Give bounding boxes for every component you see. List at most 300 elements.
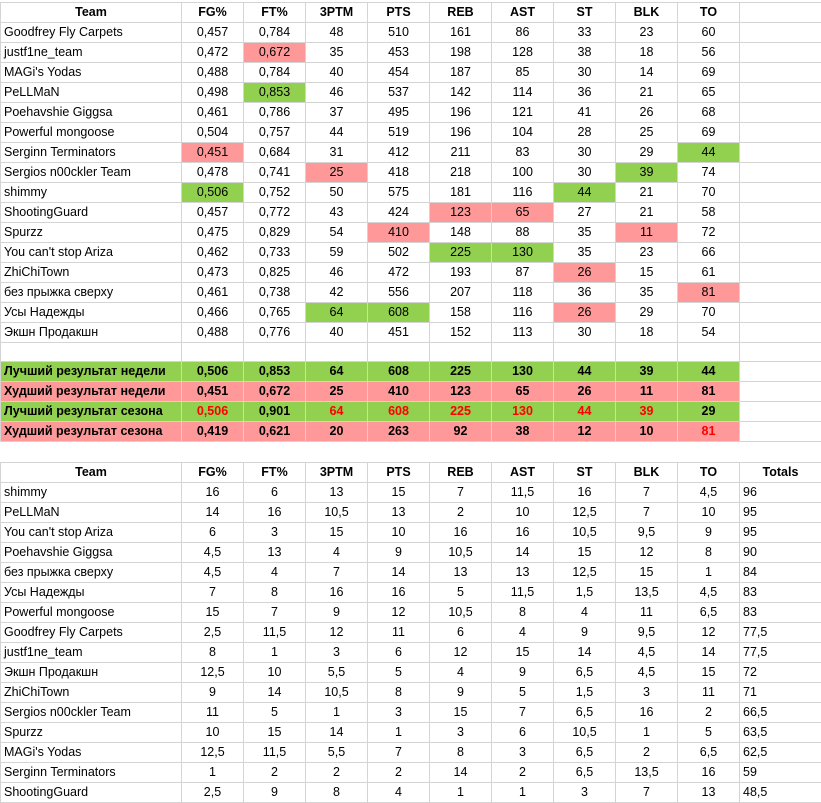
stat-cell[interactable]: 453 bbox=[368, 43, 430, 63]
stat-cell[interactable]: 0,498 bbox=[182, 83, 244, 103]
empty-cell[interactable] bbox=[740, 382, 821, 402]
team-name-cell[interactable]: Усы Надежды bbox=[1, 583, 182, 603]
empty-cell[interactable] bbox=[740, 163, 821, 183]
stat-cell[interactable]: 61 bbox=[678, 263, 740, 283]
stat-cell[interactable]: 69 bbox=[678, 63, 740, 83]
rank-cell[interactable]: 13 bbox=[678, 783, 740, 803]
rank-cell[interactable]: 7 bbox=[616, 503, 678, 523]
stat-cell[interactable]: 36 bbox=[554, 283, 616, 303]
rank-cell[interactable]: 16 bbox=[306, 583, 368, 603]
summary-value-cell[interactable]: 38 bbox=[492, 422, 554, 442]
rank-cell[interactable]: 16 bbox=[368, 583, 430, 603]
rank-cell[interactable]: 4 bbox=[368, 783, 430, 803]
team-name-cell[interactable]: ZhiChiTown bbox=[1, 683, 182, 703]
totals-cell[interactable]: 59 bbox=[740, 763, 821, 783]
stat-cell[interactable]: 502 bbox=[368, 243, 430, 263]
rank-cell[interactable]: 7 bbox=[244, 603, 306, 623]
team-name-cell[interactable]: ShootingGuard bbox=[1, 203, 182, 223]
rank-cell[interactable]: 6,5 bbox=[678, 743, 740, 763]
team-name-cell[interactable]: MAGi's Yodas bbox=[1, 63, 182, 83]
rank-cell[interactable]: 8 bbox=[182, 643, 244, 663]
stat-cell[interactable]: 207 bbox=[430, 283, 492, 303]
rank-cell[interactable]: 1 bbox=[492, 783, 554, 803]
stat-cell[interactable]: 113 bbox=[492, 323, 554, 343]
summary-value-cell[interactable]: 39 bbox=[616, 402, 678, 422]
rank-cell[interactable]: 14 bbox=[244, 683, 306, 703]
stat-cell[interactable]: 118 bbox=[492, 283, 554, 303]
rank-cell[interactable]: 1,5 bbox=[554, 583, 616, 603]
team-name-cell[interactable]: Poehavshie Giggsa bbox=[1, 103, 182, 123]
stat-cell[interactable]: 37 bbox=[306, 103, 368, 123]
team-name-cell[interactable]: MAGi's Yodas bbox=[1, 743, 182, 763]
stat-cell[interactable]: 48 bbox=[306, 23, 368, 43]
stat-cell[interactable]: 27 bbox=[554, 203, 616, 223]
empty-cell[interactable] bbox=[740, 103, 821, 123]
stat-cell[interactable]: 72 bbox=[678, 223, 740, 243]
summary-value-cell[interactable]: 12 bbox=[554, 422, 616, 442]
stat-cell[interactable]: 424 bbox=[368, 203, 430, 223]
summary-value-cell[interactable]: 263 bbox=[368, 422, 430, 442]
column-header[interactable]: BLK bbox=[616, 463, 678, 483]
rank-cell[interactable]: 14 bbox=[678, 643, 740, 663]
empty-cell[interactable] bbox=[740, 343, 821, 362]
team-name-cell[interactable]: PeLLMaN bbox=[1, 83, 182, 103]
empty-cell[interactable] bbox=[244, 343, 306, 362]
summary-label-cell[interactable]: Лучший результат недели bbox=[1, 362, 182, 382]
stat-cell[interactable]: 44 bbox=[554, 183, 616, 203]
stat-cell[interactable]: 86 bbox=[492, 23, 554, 43]
stat-cell[interactable]: 0,506 bbox=[182, 183, 244, 203]
empty-cell[interactable] bbox=[740, 223, 821, 243]
stat-cell[interactable]: 15 bbox=[616, 263, 678, 283]
rank-cell[interactable]: 3 bbox=[368, 703, 430, 723]
stat-cell[interactable]: 0,473 bbox=[182, 263, 244, 283]
stat-cell[interactable]: 21 bbox=[616, 183, 678, 203]
summary-value-cell[interactable]: 0,451 bbox=[182, 382, 244, 402]
stat-cell[interactable]: 60 bbox=[678, 23, 740, 43]
stat-cell[interactable]: 225 bbox=[430, 243, 492, 263]
empty-cell[interactable] bbox=[740, 43, 821, 63]
rank-cell[interactable]: 12 bbox=[430, 643, 492, 663]
summary-value-cell[interactable]: 44 bbox=[678, 362, 740, 382]
stat-cell[interactable]: 0,475 bbox=[182, 223, 244, 243]
rank-cell[interactable]: 15 bbox=[554, 543, 616, 563]
stat-cell[interactable]: 0,772 bbox=[244, 203, 306, 223]
summary-value-cell[interactable]: 0,853 bbox=[244, 362, 306, 382]
rank-cell[interactable]: 13 bbox=[368, 503, 430, 523]
stat-cell[interactable]: 25 bbox=[306, 163, 368, 183]
rank-cell[interactable]: 10 bbox=[492, 503, 554, 523]
stat-cell[interactable]: 608 bbox=[368, 303, 430, 323]
empty-cell[interactable] bbox=[740, 63, 821, 83]
stat-cell[interactable]: 0,741 bbox=[244, 163, 306, 183]
team-name-cell[interactable]: PeLLMaN bbox=[1, 503, 182, 523]
column-header[interactable]: Team bbox=[1, 3, 182, 23]
rank-cell[interactable]: 16 bbox=[430, 523, 492, 543]
rank-cell[interactable]: 15 bbox=[678, 663, 740, 683]
stat-cell[interactable]: 50 bbox=[306, 183, 368, 203]
team-name-cell[interactable]: You can't stop Ariza bbox=[1, 243, 182, 263]
rank-cell[interactable]: 11 bbox=[616, 603, 678, 623]
stat-cell[interactable]: 0,752 bbox=[244, 183, 306, 203]
stat-cell[interactable]: 26 bbox=[554, 303, 616, 323]
stat-cell[interactable]: 142 bbox=[430, 83, 492, 103]
column-header[interactable]: Team bbox=[1, 463, 182, 483]
rank-cell[interactable]: 8 bbox=[678, 543, 740, 563]
rank-cell[interactable]: 14 bbox=[306, 723, 368, 743]
stat-cell[interactable]: 0,684 bbox=[244, 143, 306, 163]
stat-cell[interactable]: 46 bbox=[306, 263, 368, 283]
stat-cell[interactable]: 0,461 bbox=[182, 103, 244, 123]
empty-cell[interactable] bbox=[740, 123, 821, 143]
stat-cell[interactable]: 0,738 bbox=[244, 283, 306, 303]
rank-cell[interactable]: 13,5 bbox=[616, 763, 678, 783]
rank-cell[interactable]: 11 bbox=[182, 703, 244, 723]
rank-cell[interactable]: 16 bbox=[244, 503, 306, 523]
stat-cell[interactable]: 0,757 bbox=[244, 123, 306, 143]
team-name-cell[interactable]: Экшн Продакшн bbox=[1, 323, 182, 343]
column-header[interactable]: PTS bbox=[368, 463, 430, 483]
summary-value-cell[interactable]: 29 bbox=[678, 402, 740, 422]
stat-cell[interactable]: 18 bbox=[616, 43, 678, 63]
empty-cell[interactable] bbox=[740, 263, 821, 283]
summary-value-cell[interactable]: 0,621 bbox=[244, 422, 306, 442]
rank-cell[interactable]: 11 bbox=[678, 683, 740, 703]
rank-cell[interactable]: 8 bbox=[492, 603, 554, 623]
stat-cell[interactable]: 410 bbox=[368, 223, 430, 243]
rank-cell[interactable]: 6 bbox=[368, 643, 430, 663]
empty-cell[interactable] bbox=[430, 343, 492, 362]
rank-cell[interactable]: 1 bbox=[306, 703, 368, 723]
rank-cell[interactable]: 16 bbox=[182, 483, 244, 503]
stat-cell[interactable]: 70 bbox=[678, 183, 740, 203]
stat-cell[interactable]: 519 bbox=[368, 123, 430, 143]
stat-cell[interactable]: 575 bbox=[368, 183, 430, 203]
summary-label-cell[interactable]: Худший результат недели bbox=[1, 382, 182, 402]
stat-cell[interactable]: 23 bbox=[616, 243, 678, 263]
stat-cell[interactable]: 74 bbox=[678, 163, 740, 183]
stat-cell[interactable]: 211 bbox=[430, 143, 492, 163]
team-name-cell[interactable]: Sergios n00ckler Team bbox=[1, 163, 182, 183]
stat-cell[interactable]: 81 bbox=[678, 283, 740, 303]
column-header[interactable]: ST bbox=[554, 463, 616, 483]
empty-cell[interactable] bbox=[740, 422, 821, 442]
summary-value-cell[interactable]: 81 bbox=[678, 422, 740, 442]
rank-cell[interactable]: 1 bbox=[182, 763, 244, 783]
column-header[interactable]: AST bbox=[492, 3, 554, 23]
rank-cell[interactable]: 15 bbox=[368, 483, 430, 503]
stat-cell[interactable]: 0,784 bbox=[244, 63, 306, 83]
rank-cell[interactable]: 4,5 bbox=[616, 643, 678, 663]
totals-cell[interactable]: 95 bbox=[740, 503, 821, 523]
rank-cell[interactable]: 15 bbox=[492, 643, 554, 663]
summary-value-cell[interactable]: 64 bbox=[306, 362, 368, 382]
empty-cell[interactable] bbox=[740, 323, 821, 343]
totals-cell[interactable]: 90 bbox=[740, 543, 821, 563]
summary-value-cell[interactable]: 130 bbox=[492, 402, 554, 422]
stat-cell[interactable]: 29 bbox=[616, 143, 678, 163]
rank-cell[interactable]: 11,5 bbox=[244, 623, 306, 643]
rank-cell[interactable]: 7 bbox=[430, 483, 492, 503]
rank-cell[interactable]: 12 bbox=[678, 623, 740, 643]
stat-cell[interactable]: 104 bbox=[492, 123, 554, 143]
stat-cell[interactable]: 418 bbox=[368, 163, 430, 183]
stat-cell[interactable]: 26 bbox=[616, 103, 678, 123]
rank-cell[interactable]: 15 bbox=[306, 523, 368, 543]
rank-cell[interactable]: 4,5 bbox=[678, 583, 740, 603]
stat-cell[interactable]: 42 bbox=[306, 283, 368, 303]
rank-cell[interactable]: 10,5 bbox=[554, 723, 616, 743]
stat-cell[interactable]: 21 bbox=[616, 83, 678, 103]
rank-cell[interactable]: 12,5 bbox=[554, 503, 616, 523]
empty-cell[interactable] bbox=[740, 3, 821, 23]
rank-cell[interactable]: 10,5 bbox=[306, 683, 368, 703]
rank-cell[interactable]: 1 bbox=[430, 783, 492, 803]
summary-value-cell[interactable]: 10 bbox=[616, 422, 678, 442]
stat-cell[interactable]: 83 bbox=[492, 143, 554, 163]
rank-cell[interactable]: 9 bbox=[554, 623, 616, 643]
stat-cell[interactable]: 87 bbox=[492, 263, 554, 283]
rank-cell[interactable]: 16 bbox=[554, 483, 616, 503]
rank-cell[interactable]: 14 bbox=[430, 763, 492, 783]
summary-value-cell[interactable]: 0,506 bbox=[182, 362, 244, 382]
column-header[interactable]: 3PTM bbox=[306, 3, 368, 23]
rank-cell[interactable]: 14 bbox=[182, 503, 244, 523]
rank-cell[interactable]: 9 bbox=[678, 523, 740, 543]
summary-label-cell[interactable]: Лучший результат сезона bbox=[1, 402, 182, 422]
empty-cell[interactable] bbox=[182, 343, 244, 362]
rank-cell[interactable]: 13 bbox=[430, 563, 492, 583]
empty-cell[interactable] bbox=[554, 343, 616, 362]
stat-cell[interactable]: 59 bbox=[306, 243, 368, 263]
rank-cell[interactable]: 2 bbox=[368, 763, 430, 783]
rank-cell[interactable]: 6,5 bbox=[554, 663, 616, 683]
rank-cell[interactable]: 9,5 bbox=[616, 523, 678, 543]
rank-cell[interactable]: 1 bbox=[244, 643, 306, 663]
column-header[interactable]: REB bbox=[430, 3, 492, 23]
rank-cell[interactable]: 14 bbox=[368, 563, 430, 583]
stat-cell[interactable]: 35 bbox=[554, 223, 616, 243]
summary-value-cell[interactable]: 608 bbox=[368, 362, 430, 382]
rank-cell[interactable]: 4,5 bbox=[182, 543, 244, 563]
rank-cell[interactable]: 6 bbox=[430, 623, 492, 643]
totals-cell[interactable]: 66,5 bbox=[740, 703, 821, 723]
rank-cell[interactable]: 8 bbox=[244, 583, 306, 603]
rank-cell[interactable]: 10,5 bbox=[430, 603, 492, 623]
team-name-cell[interactable]: You can't stop Ariza bbox=[1, 523, 182, 543]
team-name-cell[interactable]: Poehavshie Giggsa bbox=[1, 543, 182, 563]
column-header[interactable]: REB bbox=[430, 463, 492, 483]
rank-cell[interactable]: 11,5 bbox=[492, 483, 554, 503]
rank-cell[interactable]: 8 bbox=[430, 743, 492, 763]
team-name-cell[interactable]: Powerful mongoose bbox=[1, 123, 182, 143]
rank-cell[interactable]: 5 bbox=[430, 583, 492, 603]
rank-cell[interactable]: 10,5 bbox=[554, 523, 616, 543]
stat-cell[interactable]: 121 bbox=[492, 103, 554, 123]
summary-value-cell[interactable]: 64 bbox=[306, 402, 368, 422]
column-header[interactable]: ST bbox=[554, 3, 616, 23]
rank-cell[interactable]: 4,5 bbox=[182, 563, 244, 583]
team-name-cell[interactable]: Spurzz bbox=[1, 223, 182, 243]
rank-cell[interactable]: 9,5 bbox=[616, 623, 678, 643]
team-name-cell[interactable]: Serginn Terminators bbox=[1, 143, 182, 163]
summary-value-cell[interactable]: 65 bbox=[492, 382, 554, 402]
rank-cell[interactable]: 9 bbox=[306, 603, 368, 623]
stat-cell[interactable]: 0,457 bbox=[182, 203, 244, 223]
team-name-cell[interactable]: justf1ne_team bbox=[1, 43, 182, 63]
stat-cell[interactable]: 54 bbox=[678, 323, 740, 343]
stat-cell[interactable]: 28 bbox=[554, 123, 616, 143]
rank-cell[interactable]: 12,5 bbox=[554, 563, 616, 583]
stat-cell[interactable]: 11 bbox=[616, 223, 678, 243]
rank-cell[interactable]: 7 bbox=[368, 743, 430, 763]
stat-cell[interactable]: 454 bbox=[368, 63, 430, 83]
empty-cell[interactable] bbox=[740, 23, 821, 43]
stat-cell[interactable]: 198 bbox=[430, 43, 492, 63]
summary-value-cell[interactable]: 39 bbox=[616, 362, 678, 382]
rank-cell[interactable]: 16 bbox=[616, 703, 678, 723]
summary-value-cell[interactable]: 44 bbox=[554, 402, 616, 422]
totals-cell[interactable]: 83 bbox=[740, 583, 821, 603]
stat-cell[interactable]: 88 bbox=[492, 223, 554, 243]
summary-value-cell[interactable]: 11 bbox=[616, 382, 678, 402]
rank-cell[interactable]: 1 bbox=[368, 723, 430, 743]
stat-cell[interactable]: 56 bbox=[678, 43, 740, 63]
stat-cell[interactable]: 0,472 bbox=[182, 43, 244, 63]
rank-cell[interactable]: 7 bbox=[306, 563, 368, 583]
stat-cell[interactable]: 0,488 bbox=[182, 323, 244, 343]
stat-cell[interactable]: 40 bbox=[306, 63, 368, 83]
rank-cell[interactable]: 3 bbox=[492, 743, 554, 763]
stat-cell[interactable]: 35 bbox=[306, 43, 368, 63]
stat-cell[interactable]: 495 bbox=[368, 103, 430, 123]
column-header[interactable]: FG% bbox=[182, 3, 244, 23]
team-name-cell[interactable]: Powerful mongoose bbox=[1, 603, 182, 623]
empty-cell[interactable] bbox=[740, 362, 821, 382]
empty-cell[interactable] bbox=[492, 343, 554, 362]
team-name-cell[interactable]: Экшн Продакшн bbox=[1, 663, 182, 683]
rank-cell[interactable]: 5 bbox=[678, 723, 740, 743]
empty-cell[interactable] bbox=[740, 183, 821, 203]
stat-cell[interactable]: 65 bbox=[492, 203, 554, 223]
stat-cell[interactable]: 58 bbox=[678, 203, 740, 223]
stat-cell[interactable]: 30 bbox=[554, 323, 616, 343]
stat-cell[interactable]: 30 bbox=[554, 163, 616, 183]
rank-cell[interactable]: 6 bbox=[182, 523, 244, 543]
rank-cell[interactable]: 9 bbox=[182, 683, 244, 703]
summary-value-cell[interactable]: 92 bbox=[430, 422, 492, 442]
column-header[interactable]: TO bbox=[678, 3, 740, 23]
stat-cell[interactable]: 123 bbox=[430, 203, 492, 223]
team-name-cell[interactable]: shimmy bbox=[1, 183, 182, 203]
stat-cell[interactable]: 33 bbox=[554, 23, 616, 43]
rank-cell[interactable]: 10,5 bbox=[430, 543, 492, 563]
stat-cell[interactable]: 35 bbox=[616, 283, 678, 303]
empty-cell[interactable] bbox=[740, 143, 821, 163]
stat-cell[interactable]: 161 bbox=[430, 23, 492, 43]
rank-cell[interactable]: 11,5 bbox=[492, 583, 554, 603]
rank-cell[interactable]: 10 bbox=[182, 723, 244, 743]
rank-cell[interactable]: 9 bbox=[492, 663, 554, 683]
stat-cell[interactable]: 23 bbox=[616, 23, 678, 43]
totals-cell[interactable]: 84 bbox=[740, 563, 821, 583]
rank-cell[interactable]: 15 bbox=[244, 723, 306, 743]
rank-cell[interactable]: 5 bbox=[368, 663, 430, 683]
rank-cell[interactable]: 2 bbox=[616, 743, 678, 763]
team-name-cell[interactable]: ShootingGuard bbox=[1, 783, 182, 803]
rank-cell[interactable]: 14 bbox=[492, 543, 554, 563]
stat-cell[interactable]: 116 bbox=[492, 183, 554, 203]
stat-cell[interactable]: 152 bbox=[430, 323, 492, 343]
column-header[interactable]: AST bbox=[492, 463, 554, 483]
stat-cell[interactable]: 148 bbox=[430, 223, 492, 243]
empty-cell[interactable] bbox=[740, 402, 821, 422]
rank-cell[interactable]: 9 bbox=[244, 783, 306, 803]
stat-cell[interactable]: 25 bbox=[616, 123, 678, 143]
rank-cell[interactable]: 2,5 bbox=[182, 623, 244, 643]
empty-cell[interactable] bbox=[306, 343, 368, 362]
rank-cell[interactable]: 13 bbox=[244, 543, 306, 563]
empty-cell[interactable] bbox=[1, 343, 182, 362]
summary-value-cell[interactable]: 130 bbox=[492, 362, 554, 382]
stat-cell[interactable]: 128 bbox=[492, 43, 554, 63]
stat-cell[interactable]: 69 bbox=[678, 123, 740, 143]
stat-cell[interactable]: 114 bbox=[492, 83, 554, 103]
stat-cell[interactable]: 130 bbox=[492, 243, 554, 263]
stat-cell[interactable]: 100 bbox=[492, 163, 554, 183]
rank-cell[interactable]: 6 bbox=[244, 483, 306, 503]
empty-cell[interactable] bbox=[740, 243, 821, 263]
stat-cell[interactable]: 218 bbox=[430, 163, 492, 183]
empty-cell[interactable] bbox=[678, 343, 740, 362]
stat-cell[interactable]: 44 bbox=[678, 143, 740, 163]
rank-cell[interactable]: 3 bbox=[306, 643, 368, 663]
summary-value-cell[interactable]: 20 bbox=[306, 422, 368, 442]
empty-cell[interactable] bbox=[740, 303, 821, 323]
team-name-cell[interactable]: Sergios n00ckler Team bbox=[1, 703, 182, 723]
column-header[interactable]: FG% bbox=[182, 463, 244, 483]
summary-value-cell[interactable]: 0,672 bbox=[244, 382, 306, 402]
stat-cell[interactable]: 0,784 bbox=[244, 23, 306, 43]
stat-cell[interactable]: 0,672 bbox=[244, 43, 306, 63]
stat-cell[interactable]: 0,765 bbox=[244, 303, 306, 323]
rank-cell[interactable]: 13 bbox=[306, 483, 368, 503]
rank-cell[interactable]: 3 bbox=[430, 723, 492, 743]
rank-cell[interactable]: 4 bbox=[244, 563, 306, 583]
rank-cell[interactable]: 12 bbox=[306, 623, 368, 643]
stat-cell[interactable]: 0,451 bbox=[182, 143, 244, 163]
summary-value-cell[interactable]: 44 bbox=[554, 362, 616, 382]
stat-cell[interactable]: 46 bbox=[306, 83, 368, 103]
rank-cell[interactable]: 6 bbox=[492, 723, 554, 743]
totals-cell[interactable]: 77,5 bbox=[740, 643, 821, 663]
summary-value-cell[interactable]: 225 bbox=[430, 362, 492, 382]
rank-cell[interactable]: 9 bbox=[430, 683, 492, 703]
rank-cell[interactable]: 7 bbox=[182, 583, 244, 603]
rank-cell[interactable]: 2 bbox=[678, 703, 740, 723]
rank-cell[interactable]: 5,5 bbox=[306, 743, 368, 763]
team-name-cell[interactable]: без прыжка сверху bbox=[1, 563, 182, 583]
team-name-cell[interactable]: shimmy bbox=[1, 483, 182, 503]
stat-cell[interactable]: 0,478 bbox=[182, 163, 244, 183]
rank-cell[interactable]: 1,5 bbox=[554, 683, 616, 703]
stat-cell[interactable]: 31 bbox=[306, 143, 368, 163]
summary-value-cell[interactable]: 81 bbox=[678, 382, 740, 402]
stat-cell[interactable]: 43 bbox=[306, 203, 368, 223]
stat-cell[interactable]: 451 bbox=[368, 323, 430, 343]
stat-cell[interactable]: 158 bbox=[430, 303, 492, 323]
rank-cell[interactable]: 7 bbox=[616, 783, 678, 803]
